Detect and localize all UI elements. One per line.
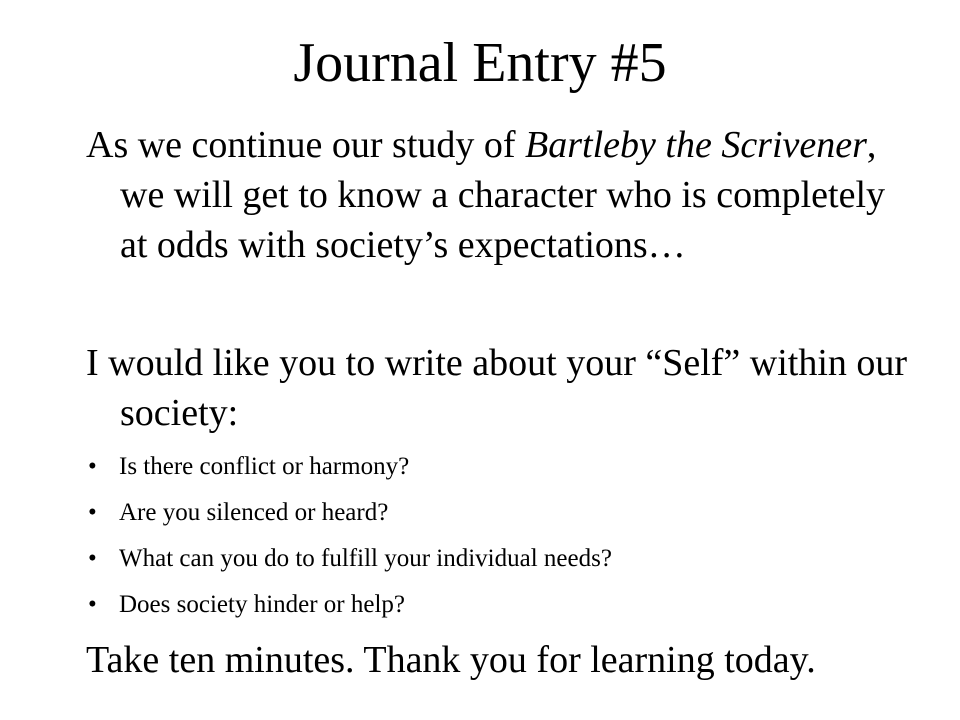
intro-paragraph	[86, 120, 920, 270]
question-text: Does society hinder or help?	[119, 591, 406, 618]
question-text: Are you silenced or heard?	[119, 499, 389, 526]
intro-text-end: , we will get to know a character who is completely at odds with society’s expectations…	[120, 124, 886, 266]
prompt-paragraph: I would like you to write about your “Self” within our society:	[86, 342, 908, 434]
question-text: What can you do to fulfill your individual needs?	[119, 545, 612, 572]
bullet-icon: •	[88, 453, 97, 480]
bullet-icon: •	[88, 499, 97, 526]
book-title-italic: Bartleby the Scrivener	[525, 124, 867, 166]
bullet-icon: •	[88, 545, 97, 572]
bullet-icon: •	[88, 591, 97, 618]
closing-line: Take ten minutes. Thank you for learning today.	[86, 639, 816, 681]
question-text: Is there conflict or harmony?	[119, 453, 410, 480]
slide-title: Journal Entry #5	[293, 32, 667, 94]
intro-text-start: As we continue our study of	[86, 124, 526, 166]
